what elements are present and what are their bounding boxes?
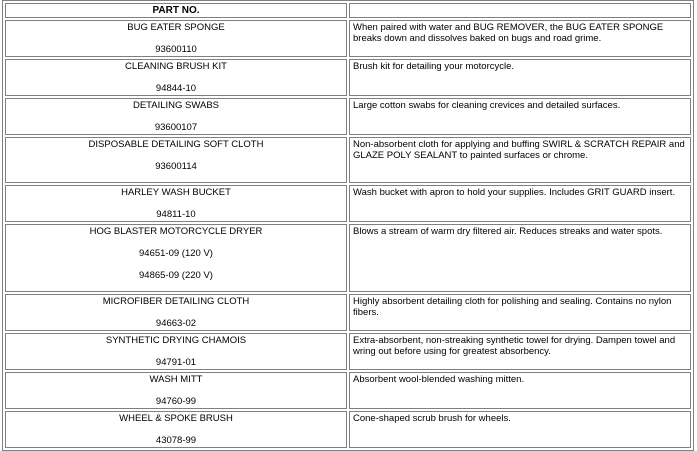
part-number: 94663-02 <box>155 318 197 329</box>
part-number: 93600114 <box>155 161 197 172</box>
part-cell <box>5 137 347 183</box>
part-name: HARLEY WASH BUCKET <box>121 187 231 198</box>
part-description: Absorbent wool-blended washing mitten. <box>349 372 691 409</box>
part-number: 93600110 <box>155 44 197 55</box>
part-cell <box>5 20 347 57</box>
table-row <box>5 20 691 57</box>
table-row <box>5 98 691 135</box>
part-name: CLEANING BRUSH KIT <box>125 61 227 72</box>
part-number: 43078-99 <box>155 435 197 446</box>
part-number: 94791-01 <box>155 357 197 368</box>
description-header <box>349 3 691 18</box>
part-number: 93600107 <box>154 122 198 133</box>
part-description: Blows a stream of warm dry filtered air. Reduces streaks and water spots. <box>349 224 691 292</box>
table-row <box>5 137 691 183</box>
table-row <box>5 224 691 292</box>
part-name: WHEEL & SPOKE BRUSH <box>119 413 233 424</box>
part-description: Non-absorbent cloth for applying and buffing SWIRL & SCRATCH REPAIR and GLAZE POLY SEALANT to painted surfaces or chrome. <box>349 137 691 183</box>
part-no-header: PART NO. <box>5 3 347 18</box>
part-cell <box>5 224 347 292</box>
part-name: DISPOSABLE DETAILING SOFT CLOTH <box>88 139 264 150</box>
part-name: SYNTHETIC DRYING CHAMOIS <box>105 335 247 346</box>
part-description: Wash bucket with apron to hold your supplies. Includes GRIT GUARD insert. <box>349 185 691 222</box>
part-number: 94865-09 (220 V) <box>139 270 213 281</box>
parts-table <box>2 0 694 451</box>
part-cell <box>5 411 347 448</box>
part-number: 94844-10 <box>155 83 197 94</box>
part-cell <box>5 98 347 135</box>
part-number: 94651-09 (120 V) <box>139 248 213 259</box>
part-description: Cone-shaped scrub brush for wheels. <box>349 411 691 448</box>
part-number: 94760-99 <box>155 396 197 407</box>
part-description: When paired with water and BUG REMOVER, the BUG EATER SPONGE breaks down and dissolves baked on bugs and road grime. <box>349 20 691 57</box>
part-cell <box>5 333 347 370</box>
table-row <box>5 411 691 448</box>
parts-table-container <box>2 0 694 451</box>
table-row <box>5 372 691 409</box>
part-name: DETAILING SWABS <box>132 100 220 111</box>
part-cell <box>5 59 347 96</box>
part-description: Brush kit for detailing your motorcycle. <box>349 59 691 96</box>
part-name: BUG EATER SPONGE <box>127 22 225 33</box>
part-name: HOG BLASTER MOTORCYCLE DRYER <box>89 226 263 237</box>
table-row <box>5 333 691 370</box>
table-header-row <box>5 3 691 18</box>
part-description: Large cotton swabs for cleaning crevices and detailed surfaces. <box>349 98 691 135</box>
part-cell <box>5 185 347 222</box>
table-row <box>5 294 691 331</box>
part-name: WASH MITT <box>149 374 203 385</box>
part-description: Highly absorbent detailing cloth for polishing and sealing. Contains no nylon fibers. <box>349 294 691 331</box>
part-name: MICROFIBER DETAILING CLOTH <box>102 296 250 307</box>
part-cell <box>5 294 347 331</box>
part-description: Extra-absorbent, non-streaking synthetic towel for drying. Dampen towel and wring out before using for greatest absorbency. <box>349 333 691 370</box>
table-row <box>5 185 691 222</box>
part-number: 94811-10 <box>156 209 196 220</box>
part-cell <box>5 372 347 409</box>
table-row <box>5 59 691 96</box>
